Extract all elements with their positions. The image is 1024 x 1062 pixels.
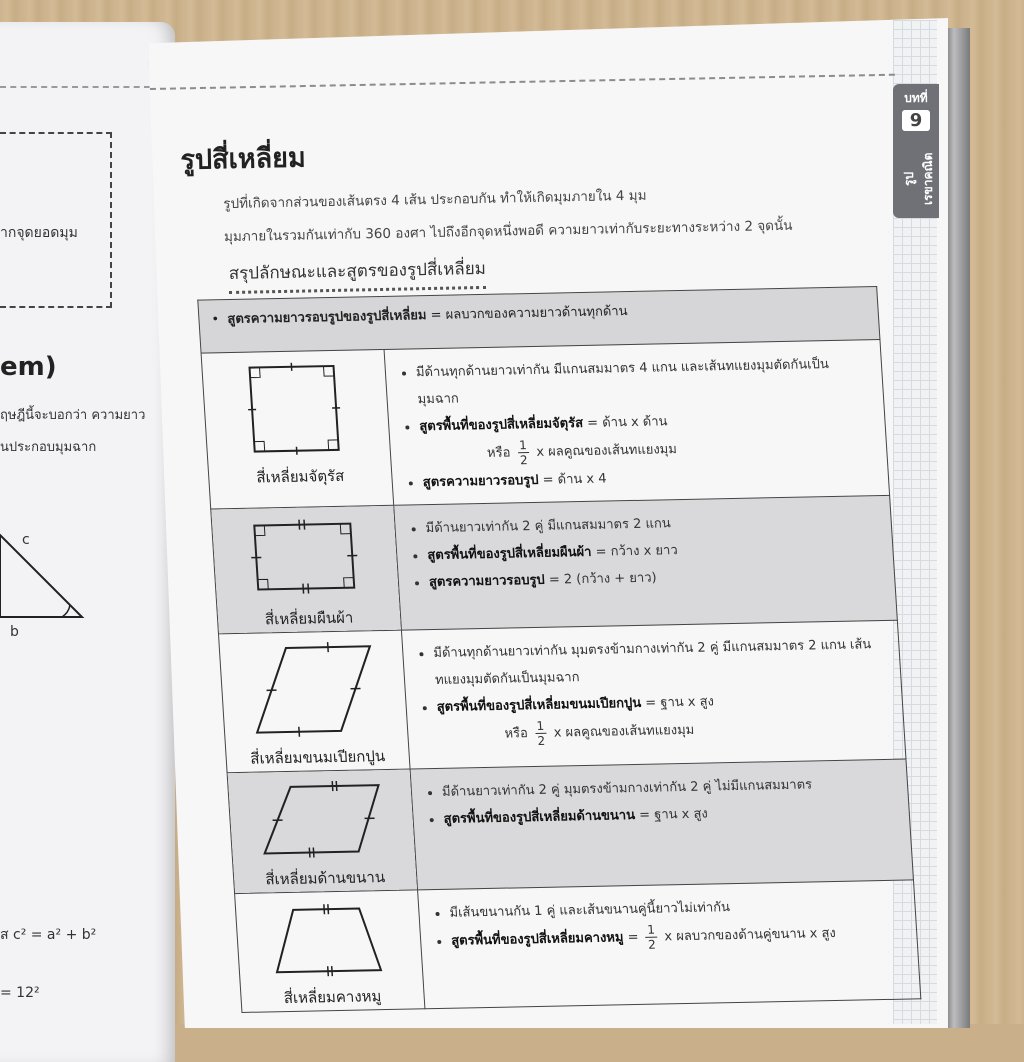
left-equation-2: = 12² (0, 985, 40, 1001)
square-alt-prefix: หรือ (486, 445, 511, 461)
trapezoid-figure (267, 900, 392, 978)
left-dashed-rule (0, 86, 150, 88)
left-text-line-1: ฤษฎีนี้จะบอกว่า ความยาว (0, 408, 146, 423)
section-subheading: สรุปลักษณะและสูตรของรูปสี่เหลี่ยม (228, 255, 486, 294)
rhombus-property-1: • มีด้านทุกด้านยาวเท่ากัน มุมตรงข้ามกางเท่ากัน 2 คู่ มีแกนสมมาตร 2 แกน เส้นทแยงมุมตัดกันเป็นมุมฉาก (433, 631, 889, 694)
fraction-numerator: 1 (517, 438, 530, 453)
shape-name-trapezoid: สี่เหลี่ยมคางหมู (283, 987, 382, 1008)
right-triangle-figure (0, 527, 90, 627)
intro-line-2: มุมภายในรวมกันเท่ากับ 360 องศา ไปถึงอีกจุดหนึ่งพอดี ความยาวเท่ากับระยะทางระหว่าง 2 จุดนั้น (223, 217, 793, 246)
page-title: รูปสี่เหลี่ยม (180, 142, 307, 176)
rectangle-perimeter-value: = 2 (กว้าง + ยาว) (548, 570, 658, 588)
rhombus-alt-prefix: หรือ (504, 726, 529, 742)
quadrilateral-summary-table (197, 286, 921, 1013)
header-formula-label: สูตรความยาวรอบรูปของรูปสี่เหลี่ยม (227, 308, 428, 328)
square-perimeter-label: สูตรความยาวรอบรูป (422, 472, 539, 491)
square-area-value: = ด้าน x ด้าน (586, 414, 668, 431)
fraction-numerator: 1 (534, 719, 547, 734)
parallelogram-property-1: • มีด้านยาวเท่ากัน 2 คู่ มุมตรงข้ามกางเท่ากัน 2 คู่ ไม่มีแกนสมมาตร (441, 770, 896, 806)
rectangle-area-value: = กว้าง x ยาว (595, 543, 679, 560)
trapezoid-property-1: • มีเส้นขนานกัน 1 คู่ และเส้นขนานคู่นี้ยาวไม่เท่ากัน (449, 891, 904, 927)
fraction-denominator: 2 (647, 937, 657, 952)
trapezoid-area-label: สูตรพื้นที่ของรูปสี่เหลี่ยมคางหมู (450, 930, 624, 949)
fraction-numerator: 1 (645, 923, 658, 938)
square-property-1: • มีด้านทุกด้านยาวเท่ากัน มีแกนสมมาตร 4 แกน และเส้นทแยงมุมตัดกันเป็นมุมฉาก (415, 350, 871, 413)
rectangle-properties (409, 506, 883, 596)
fraction-denominator: 2 (537, 733, 546, 748)
bullet-icon: • (211, 312, 224, 328)
header-formula-value: = ผลบวกของความยาวด้านทุกด้าน (430, 304, 628, 323)
square-figure (243, 360, 349, 458)
table-row (201, 339, 890, 508)
shape-name-square: สี่เหลี่ยมจัตุรัส (255, 466, 345, 487)
fraction-denominator: 2 (519, 453, 529, 468)
rhombus-area-value: = ฐาน x สูง (644, 694, 715, 711)
rhombus-area-label: สูตรพื้นที่ของรูปสี่เหลี่ยมขนมเปียกปูน (436, 695, 642, 715)
parallelogram-properties (425, 770, 897, 833)
shape-name-rhombus: สี่เหลี่ยมขนมเปียกปูน (249, 747, 386, 768)
square-alt-rest: x ผลคูณของเส้นทแยงมุม (535, 442, 678, 460)
left-text-line-2: นประกอบมุมฉาก (0, 440, 97, 455)
parallelogram-area-value: = ฐาน x สูง (638, 806, 709, 823)
left-heading: em) (0, 352, 57, 382)
triangle-label-c: c (22, 532, 30, 548)
fraction-one-half (645, 923, 658, 952)
intro-line-1: รูปที่เกิดจากส่วนของเส้นตรง 4 เส้น ประกอบกัน ทำให้เกิดมุมภายใน 4 มุม (223, 187, 647, 213)
fraction-one-half (517, 438, 530, 467)
square-area-label: สูตรพื้นที่ของรูปสี่เหลี่ยมจัตุรัส (418, 415, 584, 435)
rhombus-alt-rest: x ผลคูณของเส้นทแยงมุม (553, 722, 695, 741)
intro-paragraph (223, 175, 902, 255)
parallelogram-area-label: สูตรพื้นที่ของรูปสี่เหลี่ยมด้านขนาน (443, 808, 636, 827)
trapezoid-properties (433, 891, 905, 956)
rectangle-perimeter-label: สูตรความยาวรอบรูป (428, 572, 546, 591)
left-dashed-box (0, 132, 112, 308)
rhombus-properties (417, 631, 893, 750)
table-row (211, 495, 898, 633)
shape-name-parallelogram: สี่เหลี่ยมด้านขนาน (264, 868, 386, 889)
rectangle-figure (248, 516, 363, 600)
left-box-text: ากจุดยอดมุม (0, 225, 78, 241)
rhombus-figure (246, 640, 382, 739)
parallelogram-figure (254, 779, 389, 860)
page-content (180, 124, 903, 1008)
triangle-label-b: b (10, 624, 19, 640)
square-perimeter-value: = ด้าน x 4 (542, 471, 608, 488)
rectangle-area-label: สูตรพื้นที่ของรูปสี่เหลี่ยมผืนผ้า (426, 544, 592, 564)
chapter-label: บทที่ (904, 91, 928, 105)
shape-name-rectangle: สี่เหลี่ยมผืนผ้า (264, 608, 354, 629)
table-row (227, 759, 913, 894)
chapter-number: 9 (902, 110, 930, 131)
table-row (218, 620, 905, 772)
rectangle-property-1: • มีด้านยาวเท่ากัน 2 คู่ มีแกนสมมาตร 2 แกน (425, 506, 880, 542)
trapezoid-area-equals: = (627, 929, 639, 946)
pythagoras-equation: ส c² = a² + b² (0, 927, 97, 943)
square-properties (399, 350, 876, 496)
chapter-title: รูปเรขาคณิต (902, 152, 935, 206)
trapezoid-area-value: x ผลบวกของด้านคู่ขนาน x สูง (663, 926, 837, 945)
table-row (235, 880, 921, 1013)
fraction-one-half (534, 719, 547, 748)
left-page (0, 22, 175, 1062)
